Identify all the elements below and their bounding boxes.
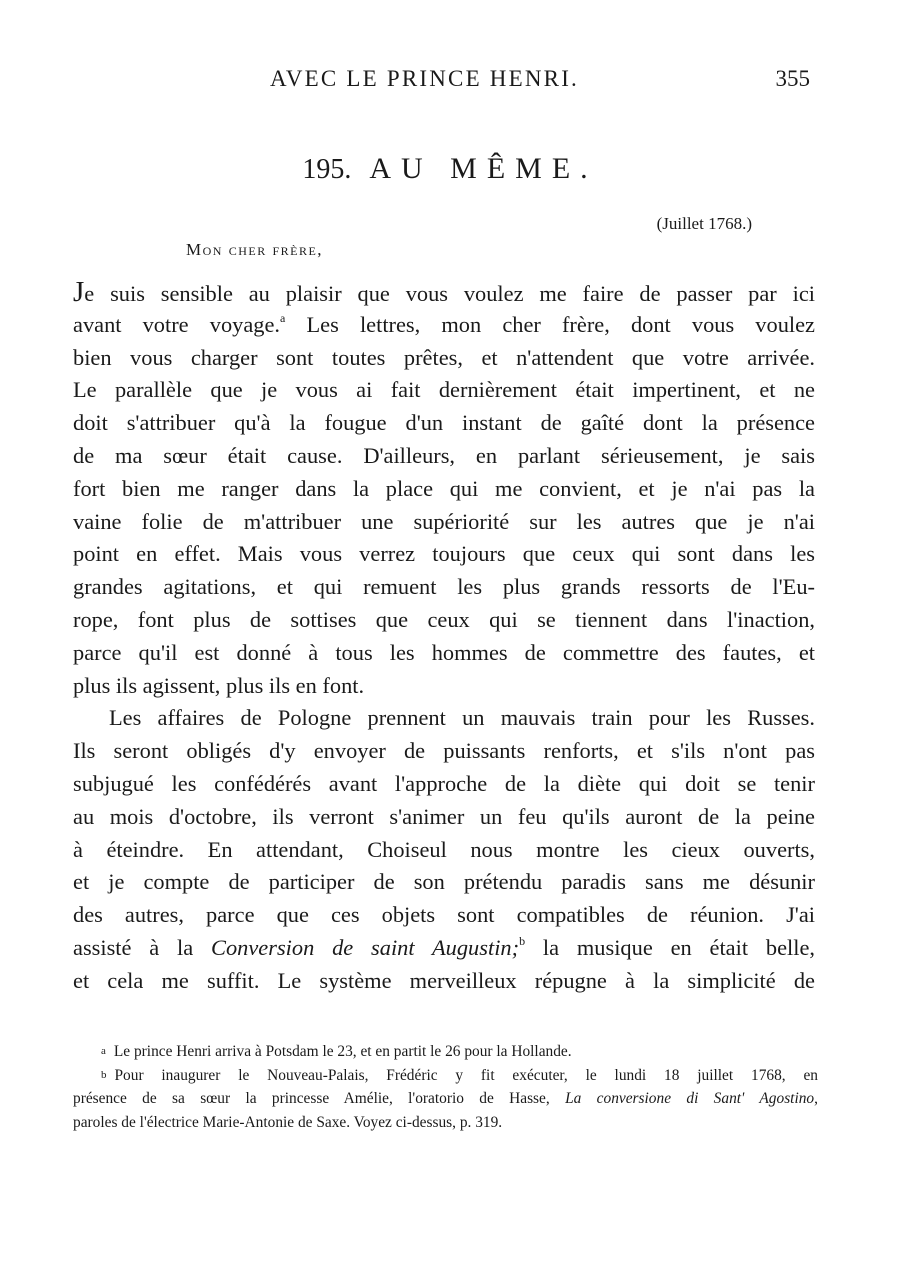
text-line: [73, 309, 815, 342]
running-title: AVEC LE PRINCE HENRI.: [270, 66, 580, 91]
footnote-marker: a: [101, 1045, 106, 1057]
letter-number: 195.: [302, 154, 352, 185]
text-line: Les affaires de Pologne prennent un mauvais train pour les Russes.: [109, 705, 815, 731]
letter-heading: [0, 152, 900, 186]
footnote-work-title: La conversione di Sant' Agostino: [565, 1090, 815, 1107]
footnote-text: ,: [814, 1090, 818, 1107]
running-head: [0, 66, 900, 100]
text-line: plus ils agissent, plus ils en font.: [73, 672, 365, 698]
line-text: avant votre voyage.: [73, 311, 281, 337]
line-text: la musique en était belle,: [542, 934, 815, 960]
text-line: et cela me suffit. Le système merveilleux répugne à la simplicité de: [73, 967, 815, 993]
text-line: des autres, parce que ces objets sont compatibles de réunion. J'ai: [73, 902, 815, 928]
salutation: Mon cher frère,: [186, 240, 324, 259]
footnotes: [73, 1039, 818, 1135]
text-line: bien vous charger sont toutes prêtes, et n'attendent que votre arrivée.: [73, 344, 815, 370]
text-line: rope, font plus de sottises que ceux qui se tiennent dans l'inaction,: [73, 606, 815, 632]
footnote-ref-b[interactable]: b: [519, 933, 526, 948]
footnote-b-line: [73, 1063, 818, 1087]
text-line: [73, 276, 815, 309]
footnote-ref-a[interactable]: a: [280, 310, 286, 325]
text-line: Le parallèle que je vous ai fait dernièrement était impertinent, et ne: [73, 377, 815, 403]
footnote-marker: b: [101, 1069, 107, 1081]
text-line: doit s'attribuer qu'à la fougue d'un instant de gaîté dont la présence: [73, 410, 815, 436]
line-text: Les lettres, mon cher frère, dont vous voulez: [306, 311, 815, 337]
line-text: e suis sensible au plaisir que vous voulez me faire de passer par ici: [84, 281, 815, 306]
page-number: 355: [775, 66, 810, 91]
drop-cap: J: [73, 276, 85, 308]
footnote-a: [73, 1039, 818, 1063]
text-line: parce qu'il est donné à tous les hommes de commettre des fautes, et: [73, 639, 815, 665]
text-line: et je compte de participer de son prétendu paradis sans me désunir: [73, 869, 815, 895]
text-line: au mois d'octobre, ils verront s'animer un feu qu'ils auront de la peine: [73, 803, 815, 829]
text-line: grandes agitations, et qui remuent les plus grands ressorts de l'Eu-: [73, 574, 815, 600]
footnote-b-line: [73, 1087, 818, 1111]
letter-body: [73, 276, 815, 998]
line-text: assisté à la: [73, 934, 194, 960]
work-title: Conversion de saint Augustin;: [211, 934, 520, 960]
text-line: point en effet. Mais vous verrez toujours que ceux qui sont dans les: [73, 541, 815, 567]
text-line: vaine folie de m'attribuer une supériorité sur les autres que je n'ai: [73, 508, 815, 534]
footnote-text: Le prince Henri arriva à Potsdam le 23, et en partit le 26 pour la Hollande.: [113, 1043, 572, 1060]
text-line: subjugué les confédérés avant l'approche de la diète qui doit se tenir: [73, 770, 815, 796]
letter-date: (Juillet 1768.): [656, 214, 752, 233]
text-line: Ils seront obligés d'y envoyer de puissants renforts, et s'ils n'ont pas: [73, 738, 815, 764]
text-line: fort bien me ranger dans la place qui me convient, et je n'ai pas la: [73, 475, 815, 501]
footnote-text: Pour inaugurer le Nouveau-Palais, Frédéric y fit exécuter, le lundi 18 juillet 1768, en: [114, 1067, 818, 1084]
text-line: de ma sœur était cause. D'ailleurs, en parlant sérieusement, je sais: [73, 442, 815, 468]
footnote-text: présence de sa sœur la princesse Amélie, l'oratorio de Hasse,: [73, 1090, 550, 1107]
footnote-b-line: paroles de l'électrice Marie-Antonie de Saxe. Voyez ci-dessus, p. 319.: [73, 1114, 503, 1131]
text-line: à éteindre. En attendant, Choiseul nous montre les cieux ouverts,: [73, 836, 815, 862]
text-line: [73, 932, 815, 965]
letter-title: AU MÊME.: [369, 152, 598, 185]
